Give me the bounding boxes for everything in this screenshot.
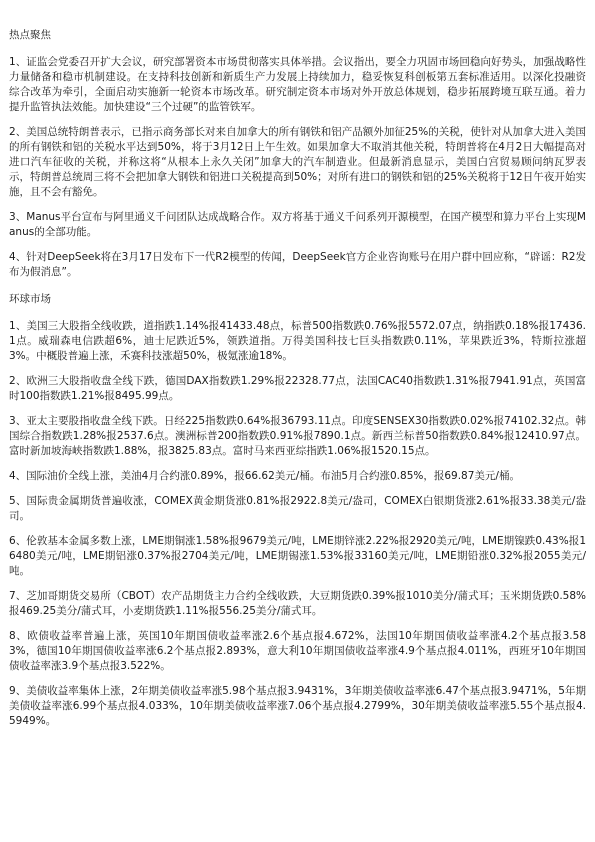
market-item-3: 3、亚太主要股指收盘全线下跌。日经225指数跌0.64%报36793.11点。印度SENSEX30指数跌0.02%报74102.32点。韩国综合指数跌1.28%报2537.6点。澳洲标普200指数跌0.91%报7890.1点。新西兰标普50指数跌0.84%报12410.97点。富时新加坡海峡指数跌1.88%，报3825.83点。富时马来西亚综指跌1.06%报1520.15点。: [9, 415, 586, 457]
section-title-hot-topics: 热点聚焦: [9, 29, 51, 41]
market-item-8: 8、欧债收益率普遍上涨，英国10年期国债收益率涨2.6个基点报4.672%，法国10年期国债收益率涨4.2个基点报3.583%，德国10年期国债收益率涨6.2个基点报2.893%，意大利10年期国债收益率涨4.9个基点报4.011%，西班牙10年期国债收益率涨3.9个基点报3.522%。: [9, 630, 586, 672]
hot-topic-item-4: 4、针对DeepSeek将在3月17日发布下一代R2模型的传闻，DeepSeek官方企业咨询账号在用户群中回应称，“辟谣：R2发布为假消息”。: [9, 251, 586, 278]
hot-topic-item-1: 1、证监会党委召开扩大会议，研究部署资本市场贯彻落实具体举措。会议指出，要全力巩固市场回稳向好势头，加强战略性力量储备和稳市机制建设。在支持科技创新和新质生产力发展上持续加力，稳妥恢复科创板第五套标准适用。以深化投融资综合改革为牵引，全面启动实施新一轮资本市场改革。研究制定资本市场对外开放总体规划，稳步拓展跨境互联互通。着力提升监管执法效能。加快建设“三个过硬”的监管铁军。: [9, 56, 586, 113]
global-markets-section: [9, 292, 586, 729]
market-item-5: 5、国际贵金属期货普遍收涨，COMEX黄金期货涨0.81%报2922.8美元/盎司，COMEX白银期货涨2.61%报33.38美元/盎司。: [9, 495, 586, 522]
market-item-9: 9、美债收益率集体上涨，2年期美债收益率涨5.98个基点报3.9431%，3年期美债收益率涨6.47个基点报3.9471%，5年期美债收益率涨6.99个基点报4.033%，10年期美债收益率涨7.06个基点报4.2799%，30年期美债收益率涨5.55个基点报4.5949%。: [9, 685, 586, 727]
hot-topics-section: [9, 28, 586, 280]
section-title-global-markets: 环球市场: [9, 293, 51, 305]
market-item-2: 2、欧洲三大股指收盘全线下跌，德国DAX指数跌1.29%报22328.77点，法国CAC40指数跌1.31%报7941.91点，英国富时100指数跌1.21%报8495.99点。: [9, 375, 586, 402]
hot-topic-item-3: 3、Manus平台宣布与阿里通义千问团队达成战略合作。双方将基于通义千问系列开源模型，在国产模型和算力平台上实现Manus的全部功能。: [9, 211, 586, 238]
market-item-4: 4、国际油价全线上涨，美油4月合约涨0.89%，报66.62美元/桶。布油5月合约涨0.85%，报69.87美元/桶。: [9, 470, 520, 482]
market-item-1: 1、美国三大股指全线收跌，道指跌1.14%报41433.48点，标普500指数跌0.76%报5572.07点，纳指跌0.18%报17436.1点。威瑞森电信跌超6%，迪士尼跌近5%，领跌道指。万得美国科技七巨头指数跌0.11%，苹果跌近3%，特斯拉涨超3%。中概股普遍上涨，禾赛科技涨超50%，极氪涨逾18%。: [9, 320, 586, 362]
hot-topic-item-2: 2、美国总统特朗普表示，已指示商务部长对来自加拿大的所有钢铁和铝产品额外加征25%的关税，使针对从加拿大进入美国的所有钢铁和铝的关税水平达到50%，将于3月12日上午生效。如果加拿大不取消其他关税，特朗普将在4月2日大幅提高对进口汽车征收的关税，并称这将“从根本上永久关闭”加拿大的汽车制造业。但最新消息显示，美国白宫贸易顾问纳瓦罗表示，特朗普总统周三将不会把加拿大钢铁和铝进口关税提高到50%；对所有进口的钢铁和铝的25%关税将于12日午夜开始实施，且不会有豁免。: [9, 126, 586, 198]
market-item-7: 7、芝加哥期货交易所（CBOT）农产品期货主力合约全线收跌，大豆期货跌0.39%报1010美分/蒲式耳；玉米期货跌0.58%报469.25美分/蒲式耳，小麦期货跌1.11%报556.25美分/蒲式耳。: [9, 590, 586, 617]
market-item-6: 6、伦敦基本金属多数上涨，LME期铜涨1.58%报9679美元/吨，LME期锌涨2.22%报2920美元/吨，LME期镍跌0.43%报16480美元/吨，LME期铝涨0.37%报2704美元/吨，LME期锡涨1.53%报33160美元/吨，LME期铅涨0.32%报2055美元/吨。: [9, 535, 586, 577]
